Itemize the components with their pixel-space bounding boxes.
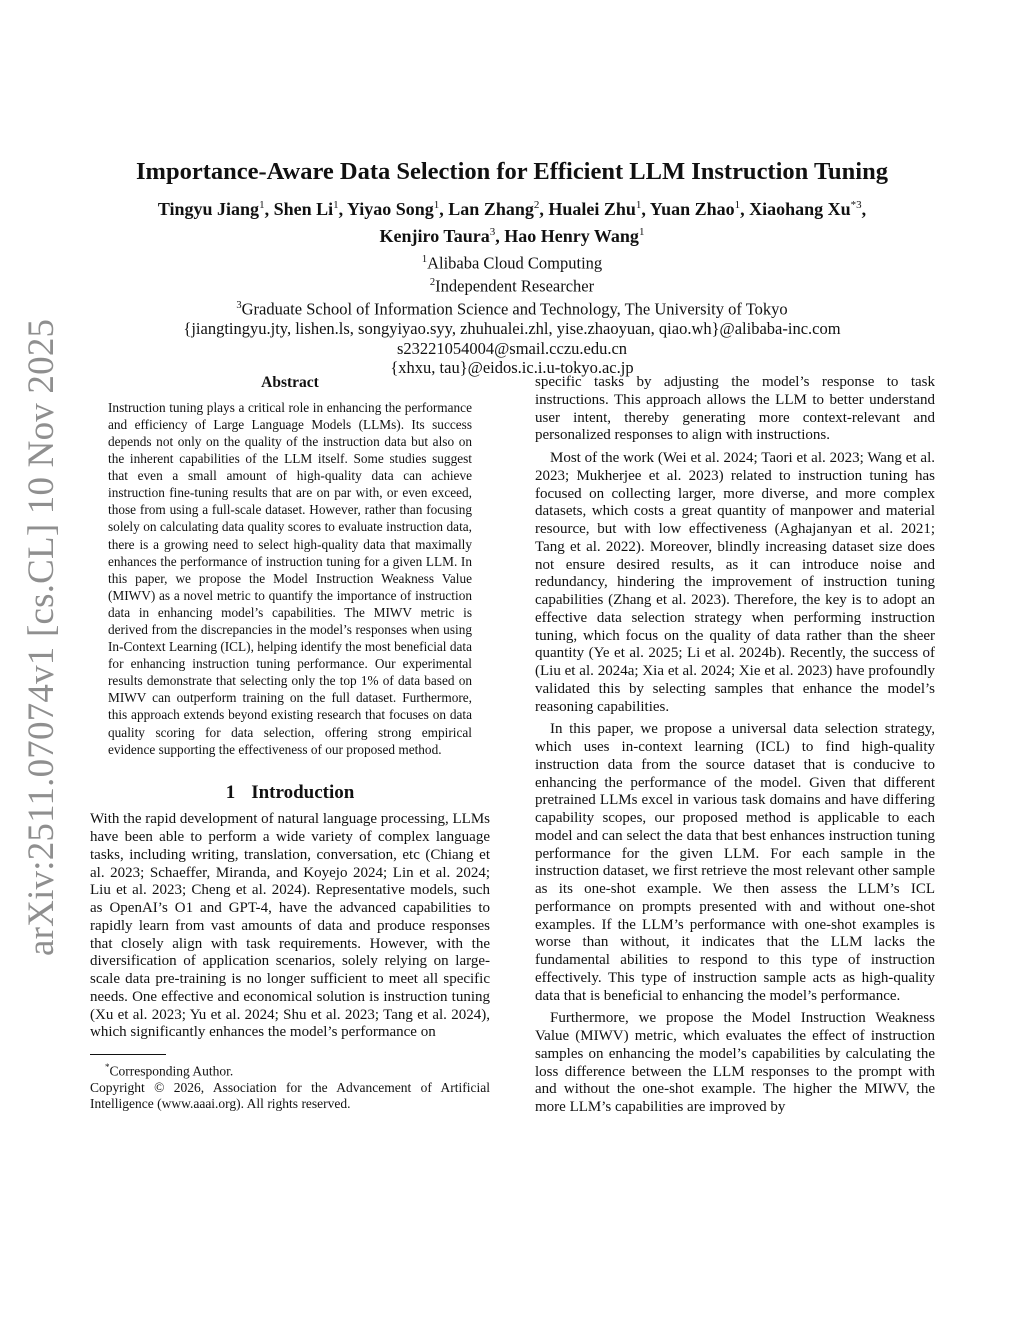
section-number: 1 bbox=[225, 781, 236, 803]
email-line: {xhxu, tau}@eidos.ic.i.u-tokyo.ac.jp bbox=[390, 358, 634, 377]
author-list bbox=[90, 194, 934, 248]
body-paragraph: In this paper, we propose a universal data selection strategy, which uses in-context learning (ICL) to find high-quality instruction data from the source dataset that is conducive to enhancing the performance of the model. Given that different pretrained LLMs excel in various task domains and have differing capability scopes, our proposed method is applicable to each model and can select the data that best enhances instruction tuning performance for the given LLM. For each sample in the instruction dataset, we first retrieve the most relevant other sample as its one-shot example. We then assess the LLM’s ICL performance on prompts presented with and without one-shot examples. If the LLM’s performance with one-shot examples is worse than without, it indicates that the LLM lacks the fundamental abilities to respond to this type of instruction effectively. This type of instruction sample acts as high-quality data that is beneficial to enhancing the model’s performance. bbox=[535, 721, 935, 1004]
author-name: Xiaohang Xu bbox=[749, 199, 851, 219]
affiliation bbox=[90, 273, 934, 296]
body-paragraph: With the rapid development of natural language processing, LLMs have been able to perform a wide variety of complex language tasks, including writing, translation, conversation, etc (Chiang et al. 2023; Schaeffer, Miranda, and Koyejo 2024; Lin et al. 2024; Liu et al. 2023; Cheng et al. 2024). Representative models, such as OpenAI’s O1 and GPT-4, have the advanced capabilities to rapidly learn from vast amounts of data and produce responses that closely align with task requirements. However, with the diversification of application scenarios, solely relying on large-scale data pre-training is no longer sufficient to meet all specific needs. One effective and economical solution is instruction tuning (Xu et al. 2023; Yu et al. 2024; Shu et al. 2023; Tang et al. 2024), which significantly enhances the model’s performance on bbox=[90, 811, 490, 1041]
author-separator: , bbox=[439, 199, 449, 219]
author-separator: , bbox=[338, 199, 347, 219]
section-title: Introduction bbox=[251, 781, 355, 803]
author-separator: , bbox=[740, 199, 750, 219]
body-paragraph: Most of the work (Wei et al. 2024; Taori et al. 2023; Wang et al. 2023; Mukherjee et al. 2023) related to instruction tuning has focused on collecting larger, more diverse, and more complex datasets, which costs a great quantity of manpower and material resource, but with low effectiveness (Aghajanyan et al. 2021; Tang et al. 2022). Moreover, blindly increasing dataset size does not ensure desired results, as it can introduce noise and redundancy, hindering the improvement of instruction tuning capabilities (Zhang et al. 2023). Therefore, the key is to adopt an effective data selection strategy when performing instruction tuning, which focus on the quality of data rather than the sheer quantity (Ye et al. 2025; Li et al. 2024b). Recently, the success of (Liu et al. 2024a; Xia et al. 2024; Xie et al. 2023) have profoundly validated this by selecting samples that enhance the model’s reasoning capabilities. bbox=[535, 450, 935, 715]
affiliation bbox=[90, 296, 934, 319]
author-affiliation-mark: 3 bbox=[489, 226, 496, 238]
author-name: Hao Henry Wang bbox=[504, 226, 639, 246]
author-affiliation-mark: 1 bbox=[433, 199, 440, 211]
author-name: Tingyu Jiang bbox=[157, 199, 260, 219]
author-affiliation-mark: 1 bbox=[259, 199, 265, 211]
paper-title: Importance-Aware Data Selection for Efficient LLM Instruction Tuning bbox=[136, 158, 888, 185]
affiliation bbox=[90, 250, 934, 273]
body-paragraph: Furthermore, we propose the Model Instruction Weakness Value (MIWV) metric, which evaluates the effect of instruction samples on enhancing the model’s capabilities by calculating the loss difference between the LLM responses to the prompt with and without the one-shot example. The higher the MIWV, the more LLM’s capabilities are improved by bbox=[535, 1010, 935, 1115]
left-column bbox=[90, 374, 490, 1112]
author-name: Lan Zhang bbox=[448, 199, 534, 219]
author-affiliation-mark: 1 bbox=[638, 226, 645, 238]
affiliation-number: 1 bbox=[421, 254, 428, 265]
footnote-mark: * bbox=[105, 1062, 110, 1073]
author-name: Kenjiro Taura bbox=[379, 226, 490, 246]
affiliation-number: 3 bbox=[236, 300, 242, 311]
author-name: Yuan Zhao bbox=[649, 199, 735, 219]
email-line: {jiangtingyu.jty, lishen.ls, songyiyao.syy, zhuhualei.zhl, yise.zhaoyuan, qiao.wh}@alibaba-inc.com bbox=[183, 319, 841, 338]
author-affiliation-mark: *3 bbox=[850, 199, 862, 211]
affiliation-text: Graduate School of Information Science and Technology, The University of Tokyo bbox=[241, 299, 788, 319]
author-separator: , bbox=[641, 199, 650, 219]
email-line: s23221054004@smail.cczu.edu.cn bbox=[396, 338, 628, 358]
arxiv-identifier: arXiv:2511.07074v1 [cs.CL] 10 Nov 2025 bbox=[21, 318, 62, 956]
body-paragraph: specific tasks by adjusting the model’s response to task instructions. This approach allows the LLM to better understand user intent, thereby generating more context-relevant and personalized responses to align with instructions. bbox=[535, 374, 935, 444]
section-heading-introduction bbox=[90, 781, 490, 803]
paper-header bbox=[90, 156, 934, 378]
abstract-text: Instruction tuning plays a critical role in enhancing the performance and efficiency of Large Language Models (LLMs). Its success depends not only on the quality of the instruction data but also on the inherent capabilities of the LLM itself. Some studies suggest that even a small amount of high-quality data can achieve instruction fine-tuning results that are on par with, or even exceed, those from using a full-scale dataset. However, rather than focusing solely on calculating data quality scores to evaluate instruction data, there is a growing need to select high-quality data that maximally enhances the performance of instruction tuning for a given LLM. In this paper, we propose the Model Instruction Weakness Value (MIWV) as a novel metric to quantify the importance of instruction data in enhancing model’s capabilities. The MIWV metric is derived from the discrepancies in the model’s responses when using In-Context Learning (ICL), helping identify the most beneficial data for enhancing instruction tuning performance. Our experimental results demonstrate that selecting only the top 1% of data based on MIWV can outperform training on the full dataset. Furthermore, this approach extends beyond existing research that focuses on data quality scoring for data selection, offering strong empirical evidence supporting the effectiveness of our proposed method. bbox=[108, 399, 472, 757]
affiliation-text: Alibaba Cloud Computing bbox=[427, 253, 603, 273]
affiliation-number: 2 bbox=[429, 277, 436, 288]
copyright-notice: Copyright © 2026, Association for the Advancement of Artificial Intelligence (www.aaai.org). All rights reserved. bbox=[90, 1079, 490, 1111]
author-separator: , bbox=[861, 199, 867, 219]
author-separator: , bbox=[264, 199, 274, 219]
author-name: Shen Li bbox=[273, 199, 334, 219]
author-affiliation-mark: 1 bbox=[635, 199, 642, 211]
affiliation-list bbox=[90, 250, 934, 378]
author-affiliation-mark: 1 bbox=[333, 199, 339, 211]
author-name: Hualei Zhu bbox=[548, 199, 636, 219]
footnote-text: Corresponding Author. bbox=[109, 1063, 234, 1079]
footnote bbox=[90, 1059, 490, 1080]
right-column bbox=[535, 374, 935, 1117]
author-name: Yiyao Song bbox=[346, 199, 434, 219]
affiliation-text: Independent Researcher bbox=[435, 276, 595, 296]
abstract-heading: Abstract bbox=[261, 374, 319, 391]
author-affiliation-mark: 2 bbox=[533, 199, 540, 211]
author-affiliation-mark: 1 bbox=[734, 199, 741, 211]
footnote-divider bbox=[90, 1054, 166, 1055]
author-separator: , bbox=[539, 199, 549, 219]
author-separator: , bbox=[495, 226, 505, 246]
